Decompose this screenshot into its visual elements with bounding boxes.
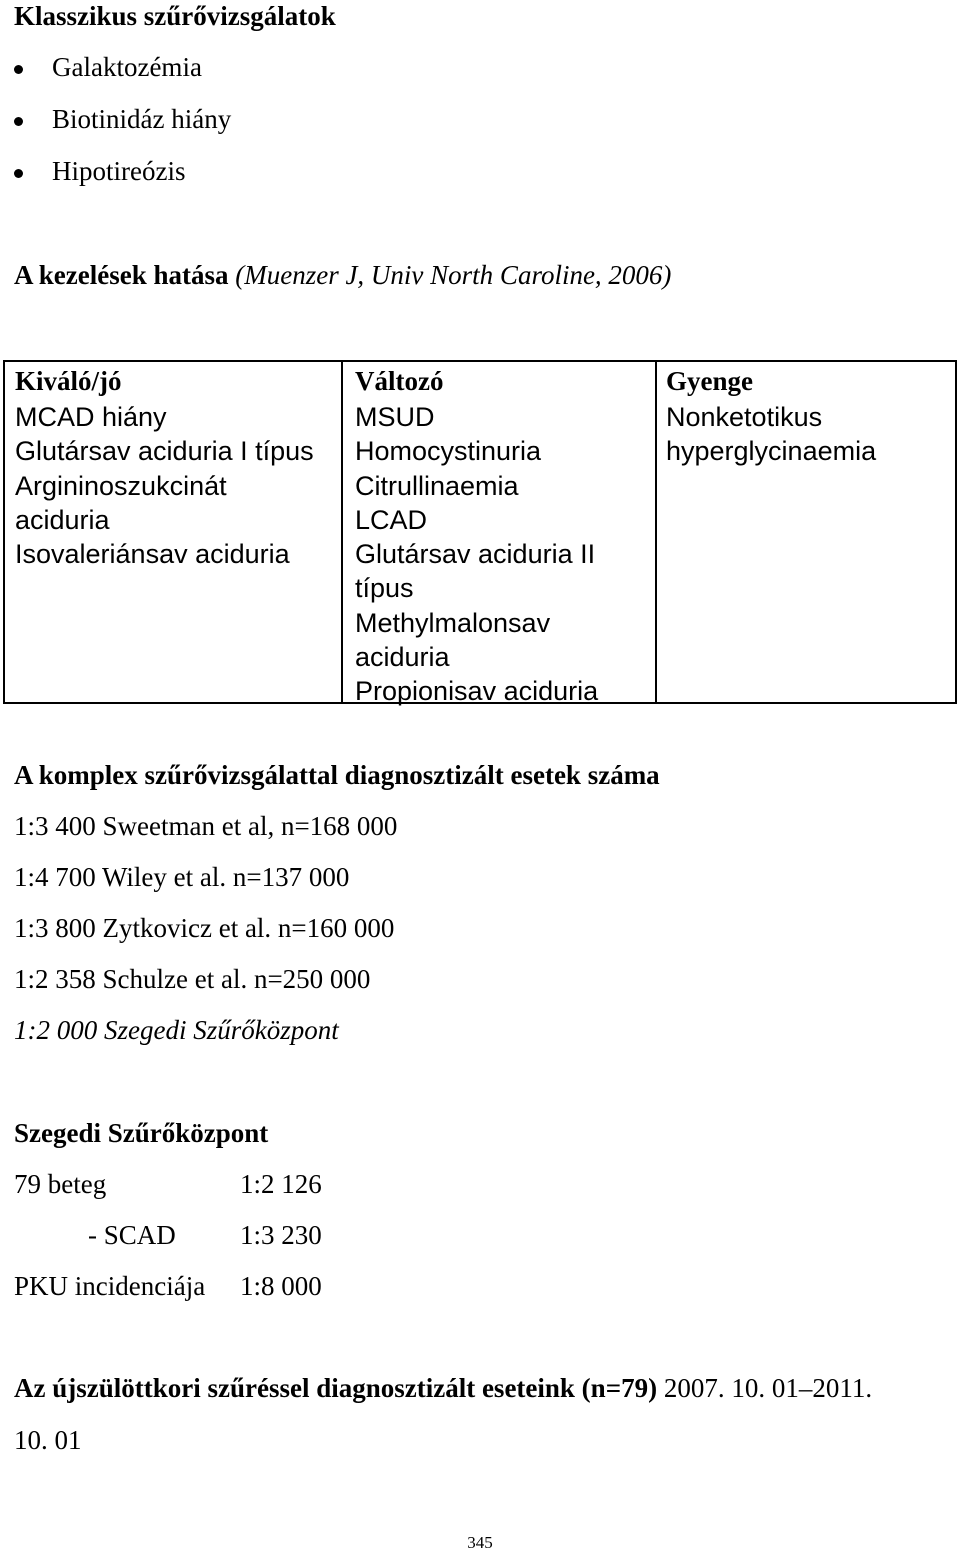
column-header: Kiváló/jó [15, 366, 122, 396]
szeged-row-value: 1:2 126 [240, 1169, 322, 1199]
effects-heading [14, 262, 671, 289]
page-number: 345 [467, 1533, 493, 1552]
szeged-row-label: - SCAD [88, 1220, 176, 1250]
screening-heading: Klasszikus szűrővizsgálatok [14, 1, 336, 31]
cases-line: 1:3 800 Zytkovicz et al. n=160 000 [14, 913, 395, 943]
final-paragraph [14, 1375, 872, 1402]
effects-heading-source: (Muenzer J, Univ North Caroline, 2006) [228, 260, 672, 290]
list-item-label: Hipotireózis [52, 156, 186, 186]
szeged-row-label: 79 beteg [14, 1169, 107, 1199]
table-cell: Homocystinuria [355, 436, 542, 467]
cases-line: 1:3 400 Sweetman et al, n=168 000 [14, 811, 398, 841]
szeged-row-value: 1:3 230 [240, 1220, 322, 1250]
final-paragraph-continued: 10. 01 [14, 1425, 82, 1455]
table-cell: Propionisav aciduria [355, 676, 599, 707]
column-divider [341, 362, 343, 702]
table-column-excellent [15, 368, 314, 571]
cases-line-szeged: 1:2 000 Szegedi Szűrőközpont [14, 1015, 339, 1045]
treatment-effects-table [3, 360, 957, 707]
bullet-icon [14, 117, 23, 126]
table-column-poor [666, 368, 876, 469]
szeged-row-label: PKU incidenciája [14, 1271, 206, 1301]
table-cell: Citrullinaemia [355, 470, 519, 501]
final-paragraph-dates: 2007. 10. 01–2011. [657, 1373, 873, 1403]
cases-heading: A komplex szűrővizsgálattal diagnosztizált esetek száma [14, 760, 660, 790]
list-item-label: Biotinidáz hiány [52, 104, 232, 134]
table-cell: Isovaleriánsav aciduria [15, 539, 290, 570]
table-cell: Argininoszukcinát aciduria [15, 470, 227, 535]
table-cell: MCAD hiány [15, 402, 167, 432]
table-cell: LCAD [355, 504, 428, 535]
effects-heading-title: A kezelések hatása [14, 260, 229, 290]
table-cell: Methylmalonsav aciduria [355, 607, 551, 673]
table-column-variable [355, 368, 598, 709]
table-cell: Glutársav aciduria II típus [355, 539, 596, 604]
column-header: Gyenge [666, 366, 753, 396]
cases-line: 1:4 700 Wiley et al. n=137 000 [14, 862, 350, 892]
final-paragraph-title: Az újszülöttkori szűréssel diagnosztizált eseteink (n=79) [14, 1373, 658, 1403]
column-header: Változó [355, 366, 444, 396]
table-cell: Glutársav aciduria I típus [15, 436, 314, 467]
column-divider [655, 362, 657, 702]
table-cell: MSUD [355, 402, 435, 432]
szeged-heading: Szegedi Szűrőközpont [14, 1118, 269, 1148]
bullet-icon [14, 65, 23, 74]
table-cell: Nonketotikus hyperglycinaemia [666, 402, 877, 467]
cases-line: 1:2 358 Schulze et al. n=250 000 [14, 964, 371, 994]
list-item-label: Galaktozémia [52, 52, 202, 82]
szeged-row-value: 1:8 000 [240, 1271, 322, 1301]
bullet-icon [14, 169, 23, 178]
